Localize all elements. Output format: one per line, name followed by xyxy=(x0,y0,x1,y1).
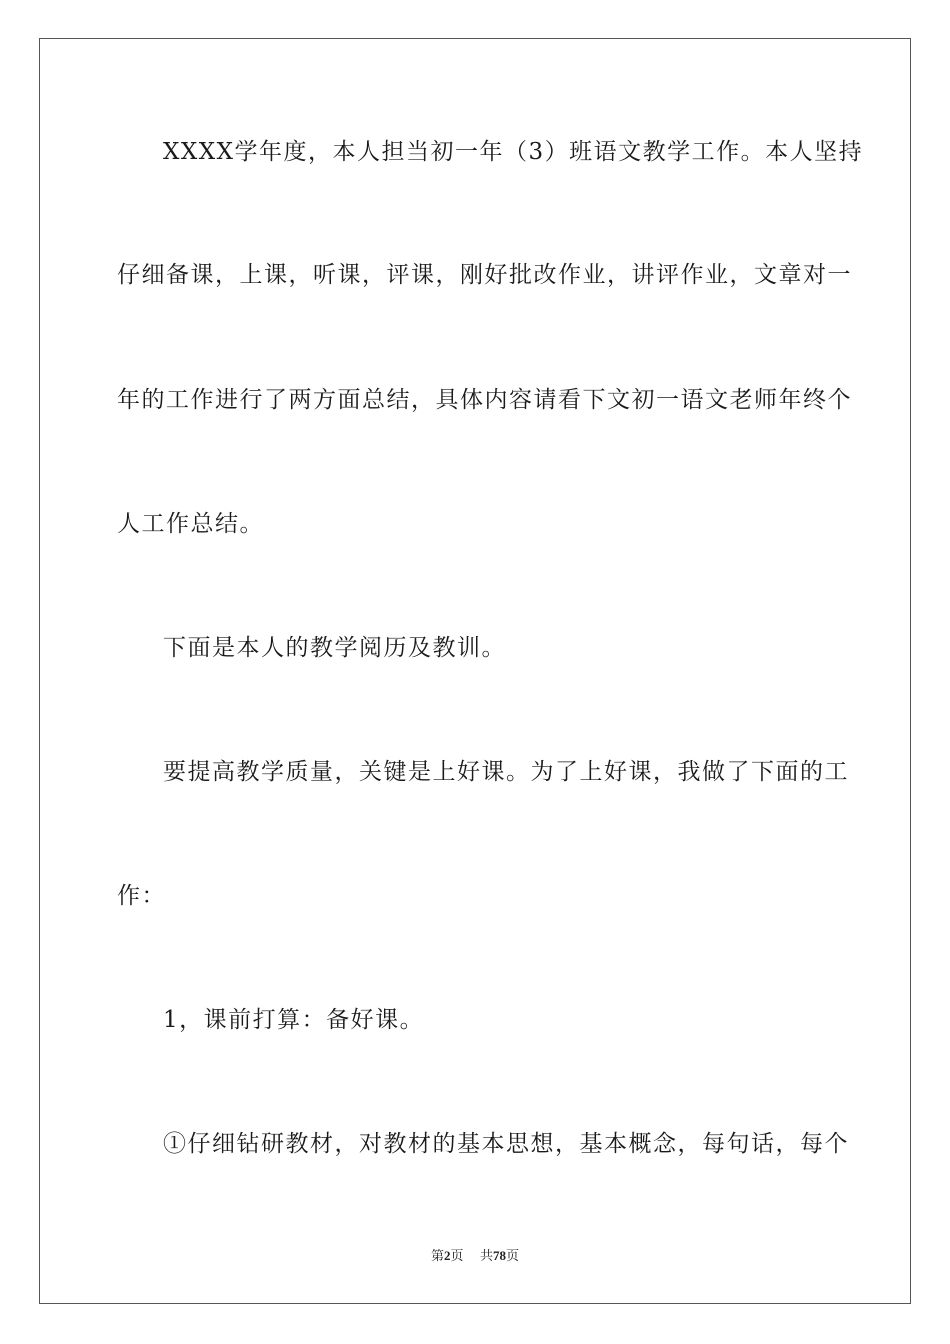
paragraph-line-1: XXXX学年度，本人担当初一年（3）班语文教学工作。本人坚持 xyxy=(163,139,864,165)
paragraph-line-2: 仔细备课，上课，听课，评课，刚好批改作业，讲评作业，文章对一 xyxy=(117,262,852,288)
page-border xyxy=(39,38,911,1304)
footer-total-prefix: 共 xyxy=(480,1249,494,1264)
paragraph-line-5: 下面是本人的教学阅历及教训。 xyxy=(163,635,506,661)
paragraph-line-7: 作： xyxy=(117,883,166,909)
paragraph-line-4: 人工作总结。 xyxy=(117,511,264,537)
paragraph-line-8: 1，课前打算：备好课。 xyxy=(163,1007,425,1033)
footer-total-suffix: 页 xyxy=(506,1249,520,1264)
paragraph-line-9: ①仔细钻研教材，对教材的基本思想，基本概念，每句话，每个 xyxy=(163,1131,849,1157)
page-footer xyxy=(0,1247,950,1266)
footer-total-pages: 78 xyxy=(493,1248,507,1263)
footer-prefix: 第 xyxy=(430,1249,444,1264)
footer-page-suffix: 页 xyxy=(450,1249,464,1264)
paragraph-line-6: 要提高教学质量，关键是上好课。为了上好课，我做了下面的工 xyxy=(163,759,849,785)
footer-page-number: 2 xyxy=(443,1248,451,1263)
paragraph-line-3: 年的工作进行了两方面总结，具体内容请看下文初一语文老师年终个 xyxy=(117,387,852,413)
